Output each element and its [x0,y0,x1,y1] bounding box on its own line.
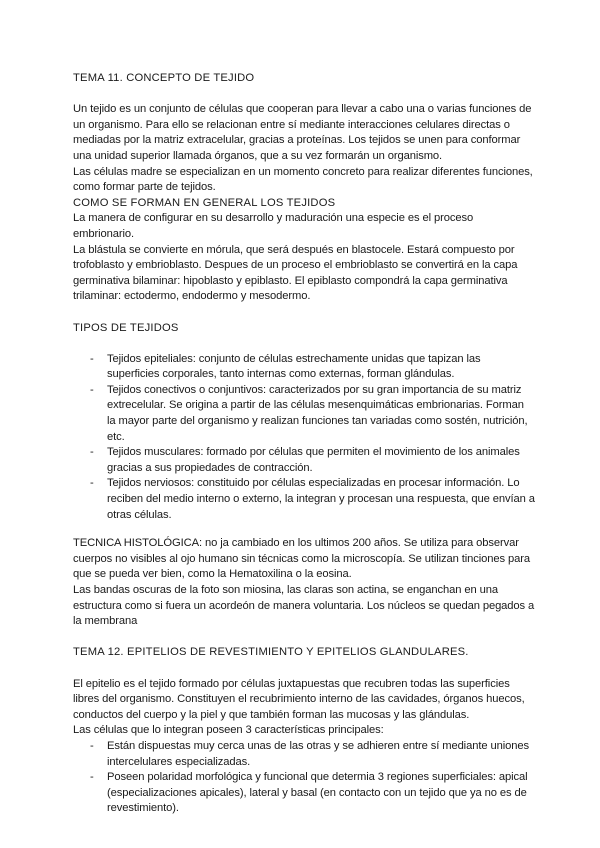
tissue-types-list [73,352,535,524]
characteristics-list [73,739,535,817]
dash-bullet: - [90,477,94,490]
tissue-type-connective: Tejidos conectivos o conjuntivos: caracterizados por su gran importancia de su matriz extrecelular. Se origina a partir de las células mesenquimáticas embrionarias. Forman la mayor parte del organismo y realizan funciones tan variadas como sostén, nutrición, etc. [107,383,528,443]
list-item [73,739,535,770]
technique-paragraph-1: TECNICA HISTOLÓGICA: no ja cambiado en los ultimos 200 años. Se utiliza para observar cuerpos no visibles al ojo humano sin técnicas como la microscopía. Se utilizan tinciones para que se pueda ver bien, como la Hematoxilina o la eosina. [73,537,530,581]
technique-paragraph-2: Las bandas oscuras de la foto son miosina, las claras son actina, se enganchan en una estructura como si fuera un acordeón de manera voluntaria. Los núcleos se quedan pegados a la membrana [73,584,535,628]
tissue-type-muscular: Tejidos musculares: formado por células que permiten el movimiento de los animales gracias a sus propiedades de contracción. [107,446,520,474]
characteristic-polarity: Poseen polaridad morfológica y funcional que determia 3 regiones superficiales: apical (especializaciones apicales), lateral y basal (en contacto con un tejido que ya no es de revestimiento). [107,771,528,815]
tema12-intro-paragraph: El epitelio es el tejido formado por células juxtapuestas que recubren todas las superficies libres del organismo. Constituyen el recubrimiento interno de las cavidades, órganos huecos, conductos del cuerpo y la piel y que también forman las mucosas y las glándulas. [73,677,525,721]
formation-heading: COMO SE FORMAN EN GENERAL LOS TEJIDOS [73,196,336,209]
tema11-intro-paragraph: Un tejido es un conjunto de células que cooperan para llevar a cabo una o varias funciones de un organismo. Para ello se relacionan entre sí mediante interacciones celulares directas o mediadas por la matriz extracelular, gracias a proteínas. Los tejidos se unen para conformar una unidad superior llamada órganos, que a su vez formarán un organismo. [73,103,532,162]
formation-paragraph-2: La blástula se convierte en mórula, que será después en blastocele. Estará compuesto por trofoblasto y embrioblasto. Despues de un proceso el embrioblasto se convertirá en la capa germinativa bilaminar: hipoblasto y epiblasto. El epiblasto compondrá la capa germinativa trilaminar: ectodermo, endodermo y mesodermo. [73,243,518,303]
tissue-type-epithelial: Tejidos epiteliales: conjunto de células estrechamente unidas que tapizan las superficies corporales, tanto internas como externas, forman glándulas. [107,352,481,381]
list-item [73,383,535,445]
list-item [73,352,535,383]
stem-cells-paragraph: Las células madre se especializan en un momento concreto para realizar diferentes funciones, como formar parte de tejidos. [73,165,533,194]
tissue-type-nervous: Tejidos nerviosos: constituido por células especializadas en procesar información. Lo reciben del medio interno o externo, la integran y procesan una respuesta, que envían a otras células. [107,477,535,521]
dash-bullet: - [90,446,94,459]
dash-bullet: - [90,352,94,365]
list-item [73,476,535,523]
characteristics-intro: Las células que lo integran poseen 3 características principales: [73,724,384,737]
types-heading: TIPOS DE TEJIDOS [73,321,179,334]
dash-bullet: - [90,739,94,752]
dash-bullet: - [90,383,94,396]
tema12-title: TEMA 12. EPITELIOS DE REVESTIMIENTO Y EPITELIOS GLANDULARES. [73,646,469,659]
formation-paragraph-1: La manera de configurar en su desarrollo y maduración una especie es el proceso embrionario. [73,212,474,240]
list-item [73,770,535,817]
tema11-title: TEMA 11. CONCEPTO DE TEJIDO [73,72,255,84]
characteristic-adhesion: Están dispuestas muy cerca unas de las otras y se adhieren entre sí mediante uniones intercelulares especializadas. [107,739,529,768]
list-item [73,445,535,476]
document-body [73,71,535,817]
dash-bullet: - [90,771,94,784]
